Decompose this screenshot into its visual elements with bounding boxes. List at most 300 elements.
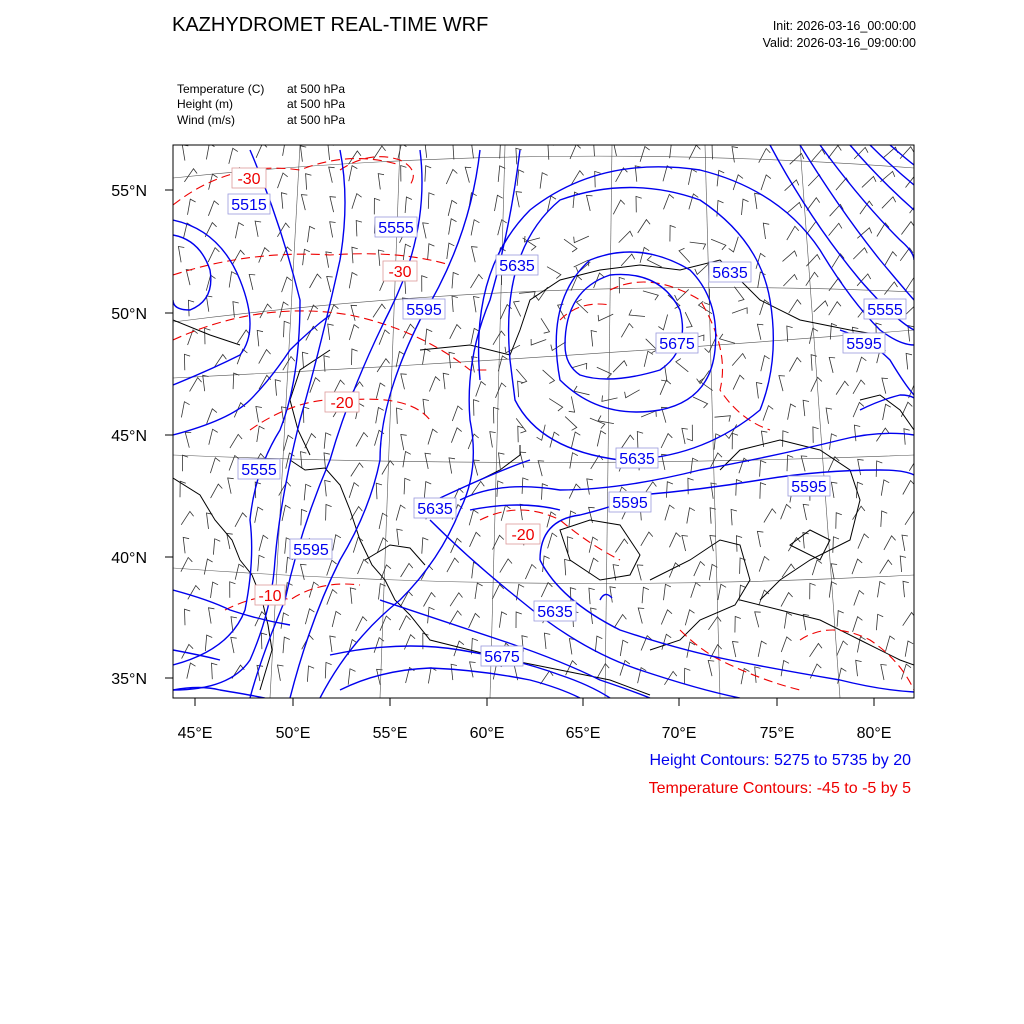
- wind-barb: [787, 226, 799, 240]
- wind-barb: [665, 505, 675, 520]
- wind-barb: [259, 248, 270, 263]
- wind-barb: [781, 593, 793, 607]
- height-label: [481, 646, 523, 666]
- wind-barb: [257, 426, 265, 442]
- wind-barb: [352, 194, 362, 209]
- wind-barb: [789, 358, 801, 372]
- wind-barb: [281, 613, 289, 629]
- wind-barb: [664, 584, 671, 600]
- wind-barb: [396, 505, 405, 520]
- wind-barb: [353, 537, 363, 552]
- wind-barb: [755, 193, 761, 209]
- wind-barb: [180, 481, 186, 497]
- wind-barb: [327, 560, 337, 575]
- wind-barb: [325, 662, 331, 678]
- wind-barb: [474, 400, 480, 416]
- wind-barb: [182, 455, 188, 471]
- wind-barb: [452, 296, 458, 312]
- wind-barb: [421, 566, 433, 580]
- wind-barb: [576, 299, 588, 313]
- height-label-text: 5635: [417, 501, 453, 518]
- wind-barb: [905, 304, 919, 315]
- wind-barb: [350, 588, 356, 604]
- wind-barb: [257, 330, 263, 346]
- wind-barb: [758, 641, 766, 657]
- wind-barb: [301, 195, 307, 211]
- wind-barb: [330, 636, 336, 652]
- wind-barb: [760, 461, 767, 477]
- temp-label-text: -10: [258, 588, 282, 605]
- wind-barb: [401, 166, 407, 182]
- wind-barb: [643, 291, 658, 300]
- wind-barb: [351, 305, 357, 321]
- wind-barb: [231, 637, 237, 653]
- wind-barb: [836, 513, 842, 529]
- wind-barb: [233, 250, 245, 264]
- height-label: [534, 601, 576, 621]
- wind-barb: [662, 634, 671, 649]
- wind-barb: [447, 558, 459, 572]
- wind-barb: [876, 428, 889, 441]
- wind-barb: [637, 565, 643, 581]
- wind-barb: [905, 511, 917, 524]
- wind-barb: [783, 275, 797, 287]
- wind-barb: [490, 432, 496, 448]
- wind-barb: [423, 349, 431, 365]
- wind-barb: [304, 484, 311, 500]
- height-label-text: 5635: [537, 604, 573, 621]
- lat-tick-label: 35°N: [111, 671, 147, 688]
- wind-barb: [537, 425, 546, 441]
- wind-barb: [759, 557, 769, 572]
- wind-barb: [682, 536, 688, 552]
- wind-barb: [569, 639, 575, 655]
- legend-height: Height Contours: 5275 to 5735 by 20: [649, 752, 911, 769]
- wind-barb: [787, 202, 801, 213]
- wind-barb: [208, 248, 219, 262]
- lon-tick-label: 50°E: [275, 725, 311, 742]
- wind-barb: [763, 406, 773, 421]
- wind-barb: [812, 560, 822, 575]
- wind-barb: [638, 220, 650, 233]
- wind-barb: [637, 432, 643, 448]
- wind-barb: [760, 483, 766, 499]
- wind-barb: [376, 408, 384, 424]
- wind-barb: [687, 508, 695, 524]
- wind-barb: [451, 428, 461, 443]
- wind-barb: [725, 425, 737, 439]
- wind-barb: [255, 507, 263, 523]
- wind-barb: [204, 559, 212, 575]
- wind-barb: [284, 321, 290, 337]
- wind-barb: [324, 433, 331, 449]
- wind-barb: [469, 510, 478, 525]
- wind-barb: [755, 667, 761, 683]
- wind-barb: [590, 418, 605, 429]
- wind-barb: [178, 247, 184, 263]
- wind-barb: [184, 354, 190, 370]
- wind-barb: [327, 277, 333, 293]
- wind-barb: [450, 593, 462, 606]
- height-label-text: 5675: [659, 336, 695, 353]
- wind-barb: [882, 378, 888, 394]
- wind-barb: [685, 610, 694, 626]
- wind-barb: [452, 406, 462, 421]
- wind-barb: [453, 144, 459, 160]
- wind-barb: [629, 310, 645, 317]
- wind-barb: [574, 236, 589, 243]
- wind-barb: [597, 664, 609, 678]
- height-label-text: 5635: [712, 265, 748, 282]
- wind-barb: [857, 357, 867, 372]
- wind-barb: [790, 153, 804, 164]
- wind-barb: [781, 637, 791, 652]
- wind-barb: [324, 356, 330, 372]
- wind-barb: [636, 196, 642, 212]
- wind-barb: [256, 407, 262, 423]
- wind-barb: [233, 373, 239, 389]
- wind-barb: [540, 173, 548, 189]
- lat-tick-label: 55°N: [111, 183, 147, 200]
- wind-barb: [549, 399, 563, 411]
- wind-barb: [283, 140, 291, 156]
- wind-barb: [619, 231, 633, 242]
- wind-barb: [282, 505, 291, 521]
- temp-label: [506, 524, 540, 544]
- wind-barb: [621, 435, 634, 448]
- wind-barb: [902, 535, 908, 551]
- wind-barb: [423, 223, 429, 239]
- wind-barb: [567, 537, 573, 553]
- wind-barb: [424, 482, 431, 498]
- wind-barb: [734, 287, 744, 302]
- wind-barb: [255, 221, 261, 237]
- lon-tick-label: 80°E: [856, 725, 892, 742]
- wind-barb: [884, 536, 896, 550]
- wind-barb: [351, 463, 363, 477]
- wind-barb: [211, 582, 219, 598]
- wind-barb: [449, 611, 461, 625]
- wind-barb: [731, 509, 737, 525]
- wind-barb: [900, 248, 913, 261]
- wind-barb: [187, 663, 196, 679]
- wind-barb: [901, 222, 914, 235]
- wind-barb: [828, 146, 841, 159]
- wind-barb: [615, 539, 628, 552]
- wind-barb: [377, 359, 390, 372]
- wind-barb: [181, 558, 192, 572]
- wind-barb: [755, 612, 761, 628]
- wind-barb: [348, 669, 355, 685]
- wind-barb: [379, 330, 390, 345]
- wind-barb: [853, 380, 865, 394]
- temp-label-text: -20: [511, 527, 535, 544]
- wind-barb: [613, 361, 627, 373]
- wind-barb: [837, 641, 848, 656]
- wind-barb: [720, 334, 735, 343]
- wind-barb: [682, 428, 688, 444]
- wind-barb: [397, 408, 403, 424]
- wind-barb: [306, 174, 312, 190]
- wind-barb: [214, 355, 227, 368]
- wind-barb: [259, 535, 268, 551]
- wind-barb: [376, 383, 385, 399]
- wind-barb: [249, 274, 255, 290]
- wind-barb: [788, 404, 796, 420]
- wind-barb: [278, 665, 284, 681]
- wind-barb: [520, 504, 526, 520]
- wind-barb: [474, 297, 480, 313]
- wind-barb: [830, 204, 844, 216]
- wind-barb: [640, 147, 650, 162]
- wind-barb: [275, 380, 281, 396]
- init-time: Init: 2026-03-16_00:00:00: [772, 19, 916, 33]
- wind-barb: [425, 142, 431, 158]
- wind-barb: [688, 169, 697, 185]
- wind-barb: [878, 582, 886, 598]
- wind-barb: [625, 390, 640, 398]
- wind-barb: [881, 664, 887, 680]
- wind-barb: [205, 328, 211, 344]
- wind-barb: [206, 296, 212, 312]
- field-label: Height (m): [177, 97, 234, 111]
- wind-barb: [613, 200, 625, 214]
- wind-barb: [688, 478, 694, 494]
- height-label-text: 5595: [612, 495, 648, 512]
- height-label-text: 5555: [378, 220, 414, 237]
- wind-barb: [663, 166, 672, 182]
- wind-barb: [326, 505, 332, 521]
- wind-barb: [449, 458, 455, 474]
- wind-barb: [428, 429, 438, 444]
- wind-barb: [883, 404, 891, 420]
- height-label-text: 5555: [867, 302, 903, 319]
- wind-barb: [831, 482, 837, 498]
- wind-barb: [810, 644, 823, 657]
- wind-barb: [374, 638, 384, 653]
- wind-barb: [356, 221, 362, 237]
- wind-barb: [666, 482, 673, 498]
- field-label: Wind (m/s): [177, 113, 235, 127]
- wind-barb: [333, 535, 341, 551]
- wind-barb: [469, 613, 480, 628]
- wind-barb: [452, 273, 459, 289]
- temp-label: [383, 261, 417, 281]
- height-label: [609, 492, 651, 512]
- wind-barb: [853, 248, 867, 259]
- wind-barb: [742, 199, 749, 215]
- wind-barb: [449, 219, 457, 235]
- wind-barb: [757, 531, 763, 547]
- wind-barb: [613, 140, 619, 156]
- wind-barb: [378, 174, 384, 190]
- height-label: [656, 333, 698, 353]
- wind-barb: [397, 529, 403, 545]
- lon-tick-label: 55°E: [372, 725, 408, 742]
- wind-barb: [308, 226, 316, 242]
- height-label: [228, 194, 270, 214]
- wind-barb: [423, 399, 429, 415]
- height-label-text: 5635: [499, 258, 535, 275]
- wind-barb: [525, 565, 536, 580]
- wind-barb: [787, 455, 793, 471]
- wind-barb: [858, 459, 864, 475]
- wind-barb: [661, 434, 672, 448]
- wind-barb: [186, 270, 192, 286]
- field-level: at 500 hPa: [287, 113, 346, 127]
- wind-barb: [540, 671, 553, 684]
- wind-barb: [472, 247, 478, 263]
- wind-barb: [732, 433, 738, 449]
- wind-barb: [905, 641, 913, 657]
- wind-barb: [499, 612, 507, 628]
- wind-barb: [691, 583, 701, 598]
- wind-barb: [690, 242, 706, 249]
- wind-barb: [182, 145, 188, 161]
- height-label-text: 5515: [231, 197, 267, 214]
- wind-barb: [783, 431, 789, 447]
- wind-barb: [711, 239, 726, 250]
- wind-barb: [909, 457, 921, 471]
- wind-barb: [806, 272, 818, 285]
- wind-barb: [829, 582, 837, 598]
- wind-barb: [660, 380, 671, 395]
- wind-barb: [183, 537, 189, 553]
- wind-barb: [905, 278, 917, 291]
- wind-barb: [903, 581, 909, 597]
- wind-barb: [399, 616, 410, 630]
- wind-barb: [210, 458, 220, 473]
- wind-barb: [428, 244, 435, 260]
- wind-barb: [619, 277, 625, 293]
- wind-barb: [658, 315, 667, 330]
- wind-barb: [329, 167, 335, 183]
- wind-barb: [669, 533, 680, 548]
- height-label-text: 5595: [846, 336, 882, 353]
- wind-barb: [465, 167, 471, 182]
- wind-barb: [520, 452, 526, 468]
- wind-barb: [782, 564, 795, 577]
- wind-barb: [669, 563, 680, 578]
- wind-barb: [570, 453, 578, 469]
- wind-barb: [498, 356, 507, 371]
- lon-tick-label: 60°E: [469, 725, 505, 742]
- wind-barb: [493, 331, 505, 345]
- wind-barb: [541, 583, 552, 598]
- wind-barb: [425, 329, 432, 345]
- wind-barb: [906, 353, 912, 369]
- wind-barb: [548, 144, 554, 160]
- wind-barb: [598, 314, 613, 321]
- wind-barb: [544, 633, 550, 649]
- wind-barb: [282, 277, 292, 292]
- wind-barb: [259, 375, 271, 389]
- wind-barb: [589, 537, 598, 553]
- wind-barb: [208, 201, 218, 216]
- wind-barb: [229, 148, 238, 164]
- wind-barb: [398, 144, 407, 160]
- wind-barb: [543, 370, 555, 384]
- wind-barb: [900, 556, 906, 572]
- wind-barb: [404, 635, 415, 650]
- wind-barb: [235, 513, 247, 527]
- wind-barb: [470, 532, 481, 547]
- wind-barb: [856, 660, 862, 676]
- wind-barb: [380, 616, 391, 631]
- wind-barb: [638, 608, 644, 624]
- wind-barb: [587, 479, 593, 495]
- lon-tick-label: 45°E: [177, 725, 213, 742]
- wind-barb: [518, 381, 524, 397]
- wind-barb: [852, 559, 862, 574]
- wind-barb: [499, 453, 505, 469]
- wind-barb: [373, 304, 386, 317]
- wind-barb: [451, 664, 457, 680]
- wind-barb: [732, 354, 746, 366]
- height-label: [709, 262, 751, 282]
- wind-barb: [405, 197, 412, 213]
- wind-barb: [185, 432, 191, 448]
- wind-barb: [302, 352, 308, 368]
- wind-barb: [492, 585, 503, 599]
- wind-barb: [602, 395, 618, 401]
- wind-barb: [621, 324, 633, 338]
- wind-barb: [715, 416, 731, 422]
- wind-barb: [829, 357, 835, 373]
- wind-barb: [571, 276, 582, 291]
- wind-barb: [670, 226, 676, 242]
- wind-barb: [310, 274, 322, 288]
- wind-barb: [810, 583, 816, 599]
- height-label: [290, 539, 332, 559]
- wind-barb: [278, 173, 288, 188]
- wind-barb: [756, 383, 762, 399]
- wind-barb: [885, 252, 897, 266]
- wind-barb: [209, 608, 215, 624]
- wind-barb: [284, 435, 293, 450]
- height-label: [375, 217, 417, 237]
- height-label: [616, 448, 658, 468]
- wind-barb: [307, 666, 314, 682]
- wind-barb: [676, 359, 689, 372]
- wind-barb: [862, 176, 876, 187]
- wind-barb: [829, 223, 842, 235]
- height-label: [403, 299, 445, 319]
- wind-barb: [813, 427, 819, 443]
- wind-barb: [349, 166, 358, 182]
- wind-barb: [687, 425, 693, 441]
- wind-barb: [206, 144, 214, 160]
- lat-tick-label: 45°N: [111, 428, 147, 445]
- wind-barb: [661, 610, 672, 625]
- wind-barb: [589, 558, 599, 573]
- wind-barb: [449, 352, 455, 368]
- wind-barb: [300, 146, 306, 162]
- wind-barb: [349, 325, 359, 340]
- wind-barb: [471, 274, 483, 288]
- wind-barb: [470, 662, 476, 678]
- wind-barb: [785, 180, 799, 191]
- wind-barb: [569, 396, 575, 412]
- wind-barb: [757, 324, 763, 340]
- wind-barb: [711, 453, 722, 467]
- wind-barb: [184, 169, 197, 182]
- wind-barb: [538, 461, 544, 476]
- wind-barb: [230, 582, 236, 598]
- wind-barb: [709, 564, 717, 580]
- wind-barb: [425, 453, 431, 469]
- wind-barb: [647, 256, 661, 267]
